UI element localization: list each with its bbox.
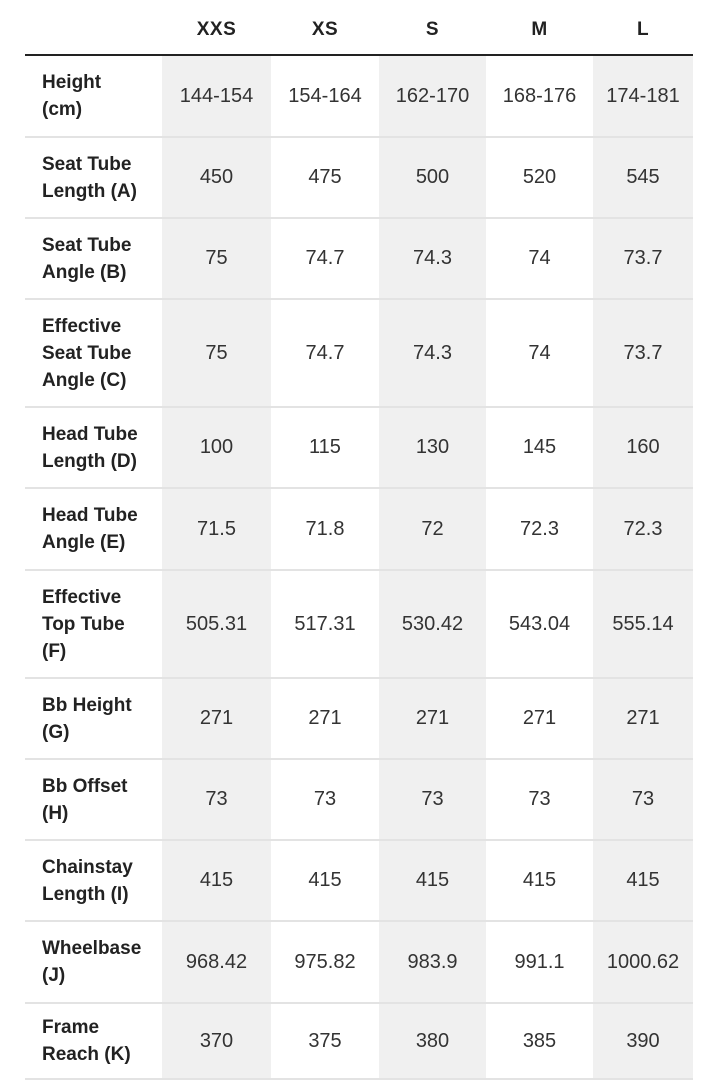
table-row <box>25 219 693 300</box>
table-cell: 154-164 <box>288 84 362 107</box>
table-cell: 72 <box>421 517 444 540</box>
row-label: Frame Reach (K) <box>42 1017 131 1065</box>
table-row <box>25 1004 693 1080</box>
table-cell: 271 <box>308 707 342 729</box>
table-cell: 968.42 <box>185 950 248 973</box>
table-cell: 375 <box>308 1029 342 1052</box>
table-row <box>25 571 693 679</box>
row-label: Bb Height (G) <box>42 694 132 743</box>
table-cell: 370 <box>199 1029 234 1052</box>
table-cell: 168-176 <box>502 84 577 107</box>
table-body <box>25 56 693 1080</box>
table-row <box>25 841 693 922</box>
row-label: Head Tube Length (D) <box>42 423 138 472</box>
table-cell: 415 <box>522 869 557 891</box>
table-cell: 991.1 <box>514 950 565 973</box>
table-cell: 145 <box>522 436 557 458</box>
row-label: Bb Offset (H) <box>42 775 128 824</box>
table-cell: 517.31 <box>294 612 356 635</box>
table-row <box>25 922 693 1004</box>
table-cell: 530.42 <box>401 612 464 635</box>
table-cell: 500 <box>415 166 450 188</box>
table-cell: 1000.62 <box>606 950 680 973</box>
row-label: Seat Tube Angle (B) <box>42 234 132 283</box>
table-cell: 505.31 <box>185 612 248 635</box>
table-cell: 71.5 <box>197 517 236 540</box>
table-cell: 73 <box>313 788 337 810</box>
table-cell: 74 <box>528 341 551 364</box>
row-label: Effective Seat Tube Angle (C) <box>42 315 132 391</box>
table-cell: 73.7 <box>623 247 663 269</box>
table-cell: 415 <box>199 869 234 891</box>
size-header: L <box>636 19 650 40</box>
table-row <box>25 408 693 489</box>
table-header-row <box>25 0 693 56</box>
row-label: Seat Tube Length (A) <box>42 153 137 202</box>
table-cell: 450 <box>199 166 234 188</box>
geometry-table <box>25 0 693 1080</box>
table-cell: 271 <box>199 707 234 729</box>
table-cell: 74.3 <box>413 247 452 269</box>
table-cell: 475 <box>308 166 342 188</box>
table-cell: 74 <box>528 247 551 269</box>
table-cell: 415 <box>308 869 342 891</box>
table-cell: 390 <box>626 1029 660 1052</box>
table-cell: 520 <box>522 166 557 188</box>
table-cell: 380 <box>415 1029 450 1052</box>
table-cell: 72.3 <box>520 517 559 540</box>
table-row <box>25 56 693 138</box>
table-cell: 975.82 <box>294 950 356 973</box>
row-label: Effective Top Tube (F) <box>42 586 125 662</box>
table-cell: 162-170 <box>395 84 470 107</box>
table-cell: 271 <box>626 707 660 729</box>
table-cell: 73 <box>631 788 655 810</box>
table-cell: 73 <box>528 788 551 810</box>
table-cell: 72.3 <box>623 517 663 540</box>
table-cell: 71.8 <box>305 517 345 540</box>
table-cell: 543.04 <box>508 612 571 635</box>
table-cell: 555.14 <box>612 612 674 635</box>
table-row <box>25 300 693 408</box>
row-label: Height (cm) <box>42 72 102 120</box>
table-cell: 73 <box>421 788 444 810</box>
table-cell: 415 <box>626 869 660 891</box>
table-cell: 75 <box>205 247 228 269</box>
size-header: XS <box>311 19 339 40</box>
table-cell: 983.9 <box>407 950 458 973</box>
row-label: Chainstay Length (I) <box>42 856 133 905</box>
table-cell: 100 <box>199 436 234 458</box>
table-cell: 130 <box>415 436 450 458</box>
table-row <box>25 138 693 219</box>
table-cell: 73.7 <box>623 341 663 364</box>
table-cell: 74.3 <box>413 341 452 364</box>
table-cell: 74.7 <box>305 247 345 269</box>
table-cell: 271 <box>522 707 557 729</box>
row-label: Wheelbase (J) <box>42 938 142 986</box>
row-label: Head Tube Angle (E) <box>42 505 138 553</box>
table-cell: 415 <box>415 869 450 891</box>
size-header: M <box>531 19 548 40</box>
table-cell: 73 <box>205 788 228 810</box>
size-header: XXS <box>196 19 237 40</box>
table-cell: 271 <box>415 707 450 729</box>
table-cell: 75 <box>205 341 228 364</box>
table-row <box>25 679 693 760</box>
table-cell: 545 <box>626 166 660 188</box>
table-cell: 144-154 <box>179 84 254 107</box>
table-cell: 385 <box>522 1029 557 1052</box>
size-header: S <box>425 19 440 40</box>
table-row <box>25 489 693 571</box>
table-cell: 74.7 <box>305 341 345 364</box>
table-cell: 160 <box>626 436 660 458</box>
table-cell: 174-181 <box>606 84 680 107</box>
table-cell: 115 <box>309 436 341 458</box>
table-row <box>25 760 693 841</box>
